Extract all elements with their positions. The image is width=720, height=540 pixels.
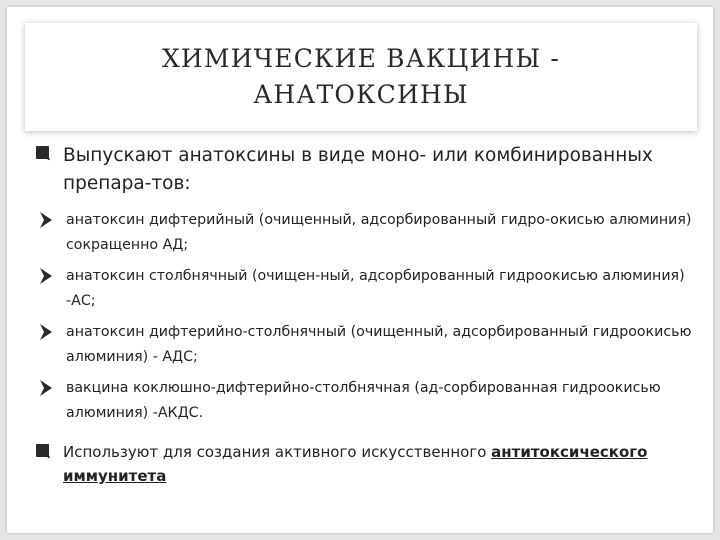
list-item-text: анатоксин дифтерийный (очищенный, адсорбированный гидро-окисью алюминия) сокращенно АД;: [66, 212, 692, 253]
list-item: [36, 208, 696, 258]
title-box: [25, 23, 697, 131]
underlined-term: антитоксического иммунитета: [63, 443, 648, 485]
main-bullet-2-text: [63, 440, 696, 488]
list-item-text: анатоксин дифтерийно-столбнячный (очищенный, адсорбированный гидроокисью алюминия) - АДС;: [66, 324, 692, 365]
checkbox-bullet-icon: [36, 444, 49, 457]
main-bullet-1-text: Выпускают анатоксины в виде моно- или комбинированных препара-тов:: [63, 145, 653, 194]
title-line-2: АНАТОКСИНЫ: [253, 80, 469, 109]
arrow-bullet-icon: [38, 321, 54, 343]
title-line-1: ХИМИЧЕСКИЕ ВАКЦИНЫ -: [161, 44, 561, 73]
list-item-text: вакцина коклюшно-дифтерийно-столбнячная (ад-сорбированная гидроокисью алюминия) -АКДС.: [66, 380, 661, 421]
arrow-bullet-icon: [38, 209, 54, 231]
arrow-bullet-icon: [38, 265, 54, 287]
list-item: [36, 264, 696, 314]
sub-list: [36, 208, 696, 426]
main-bullet-2-text-plain: Используют для создания активного искусственного: [63, 443, 492, 461]
list-item: [36, 376, 696, 426]
list-item-text: анатоксин столбнячный (очищен-ный, адсорбированный гидроокисью алюминия) -АС;: [66, 268, 685, 309]
arrow-bullet-icon: [38, 377, 54, 399]
content-area: [36, 142, 696, 488]
checkbox-bullet-icon: [36, 146, 49, 159]
list-item: [36, 320, 696, 370]
main-bullet-1: [36, 142, 696, 198]
main-bullet-2: [36, 440, 696, 488]
